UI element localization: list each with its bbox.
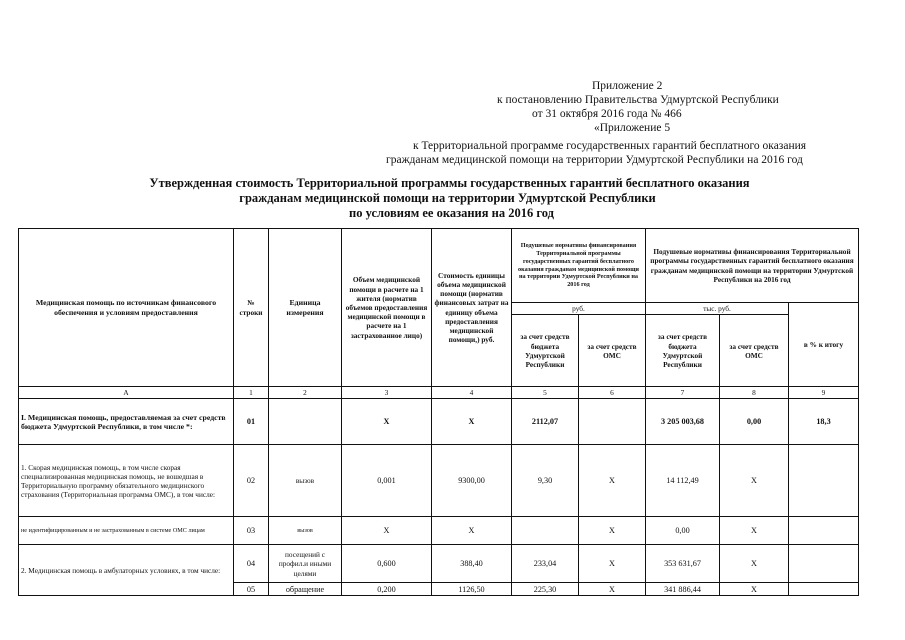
- row-volume: 0,200: [342, 583, 432, 596]
- appendix-label: Приложение 2: [592, 80, 663, 92]
- row-number: 05: [234, 583, 269, 596]
- program-ref-line2: гражданам медицинской помощи на территории Удмуртской Республики на 2016 год: [386, 154, 803, 166]
- numbering-cell: 9: [789, 387, 859, 399]
- row-budget-trub: 14 112,49: [646, 445, 720, 517]
- header-col-4: Стоимость единицы объема медицинской помощи (норматив финансовых затрат на единицу объема предоставления медицинской помощи,) руб.: [432, 229, 512, 387]
- cost-table: [18, 228, 859, 596]
- numbering-cell: 2: [269, 387, 342, 399]
- header-col-a: Медицинская помощь по источникам финансового обеспечения и условиям предоставления: [19, 229, 234, 387]
- header-unit-rub: руб.: [512, 303, 646, 315]
- row-budget-rub: 233,04: [512, 545, 579, 583]
- header-col-1: № строки: [234, 229, 269, 387]
- header-group-trub: Подушевые нормативы финансирования Территориальной программы государственных гарантий бесплатного оказания гражданам медицинской помощи на территории Удмуртской Республики на 2016 год: [646, 229, 859, 303]
- row-oms-trub: X: [720, 517, 789, 545]
- row-budget-trub: 3 205 003,68: [646, 399, 720, 445]
- appendix-5-label: «Приложение 5: [594, 122, 671, 134]
- row-budget-trub: 0,00: [646, 517, 720, 545]
- row-label: не идентифицированным и не застрахованным в системе ОМС лицам: [19, 517, 234, 545]
- row-volume: 0,001: [342, 445, 432, 517]
- header-col-9: в % к итогу: [789, 303, 859, 387]
- row-unit-cost: X: [432, 399, 512, 445]
- row-unit: вызов: [269, 517, 342, 545]
- row-number: 04: [234, 545, 269, 583]
- row-unit: обращение: [269, 583, 342, 596]
- row-number: 01: [234, 399, 269, 445]
- numbering-cell: 8: [720, 387, 789, 399]
- row-volume: 0,600: [342, 545, 432, 583]
- row-unit: посещений с профил.и иными целями: [269, 545, 342, 583]
- row-budget-rub: 9,30: [512, 445, 579, 517]
- row-percent: [789, 583, 859, 596]
- row-budget-rub: 225,30: [512, 583, 579, 596]
- numbering-cell: 6: [579, 387, 646, 399]
- numbering-cell: 1: [234, 387, 269, 399]
- numbering-row: [19, 387, 859, 399]
- row-number: 02: [234, 445, 269, 517]
- row-percent: [789, 517, 859, 545]
- header-col-2: Единица измерения: [269, 229, 342, 387]
- table-row: [19, 517, 859, 545]
- row-unit-cost: 9300,00: [432, 445, 512, 517]
- row-volume: X: [342, 399, 432, 445]
- program-ref-line1: к Территориальной программе государственных гарантий бесплатного оказания: [413, 140, 807, 152]
- row-label: 1. Скорая медицинская помощь, в том числе скорая специализированная медицинская помощь, не вошедшая в Территориальную программу обязательного медицинского страхования (Территориальная программа ОМС), в том числе:: [19, 445, 234, 517]
- row-unit: [269, 399, 342, 445]
- row-percent: [789, 545, 859, 583]
- row-oms-trub: X: [720, 545, 789, 583]
- numbering-cell: 4: [432, 387, 512, 399]
- title-line2: гражданам медицинской помощи на территории Удмуртской Республики: [239, 191, 656, 205]
- numbering-cell: А: [19, 387, 234, 399]
- title-line3: по условиям ее оказания на 2016 год: [349, 206, 554, 220]
- table-row: [19, 545, 859, 583]
- row-budget-rub: 2112,07: [512, 399, 579, 445]
- row-oms-rub: X: [579, 517, 646, 545]
- row-unit: вызов: [269, 445, 342, 517]
- header-group-rub: Подушевые нормативы финансирования Территориальной программы государственных гарантий бесплатного оказания гражданам медицинской помощи на территории Удмуртской Республики на 2016 год: [512, 229, 646, 303]
- row-percent: 18,3: [789, 399, 859, 445]
- table-row: [19, 399, 859, 445]
- resolution-date: от 31 октября 2016 года № 466: [532, 108, 682, 120]
- row-oms-trub: 0,00: [720, 399, 789, 445]
- row-percent: [789, 445, 859, 517]
- row-label: 2. Медицинская помощь в амбулаторных условиях, в том числе:: [19, 545, 234, 596]
- row-oms-trub: X: [720, 445, 789, 517]
- row-number: 03: [234, 517, 269, 545]
- numbering-cell: 5: [512, 387, 579, 399]
- table-row: [19, 445, 859, 517]
- row-oms-rub: X: [579, 445, 646, 517]
- row-oms-rub: [579, 399, 646, 445]
- numbering-cell: 7: [646, 387, 720, 399]
- header-col-5: за счет средств бюджета Удмуртской Республики: [512, 315, 579, 387]
- header-col-3: Объем медицинской помощи в расчете на 1 жителя (норматив объемов предоставления медицинской помощи в расчете на 1 застрахованное лицо): [342, 229, 432, 387]
- row-unit-cost: X: [432, 517, 512, 545]
- title-line1: Утвержденная стоимость Территориальной программы государственных гарантий бесплатного оказания: [149, 176, 750, 190]
- row-oms-rub: X: [579, 545, 646, 583]
- row-unit-cost: 388,40: [432, 545, 512, 583]
- numbering-cell: 3: [342, 387, 432, 399]
- row-unit-cost: 1126,50: [432, 583, 512, 596]
- row-budget-trub: 341 886,44: [646, 583, 720, 596]
- header-col-7: за счет средств бюджета Удмуртской Республики: [646, 315, 720, 387]
- row-budget-trub: 353 631,67: [646, 545, 720, 583]
- header-col-8: за счет средств ОМС: [720, 315, 789, 387]
- row-label: I. Медицинская помощь, предоставляемая за счет средств бюджета Удмуртской Республики, в том числе *:: [19, 399, 234, 445]
- header-unit-trub: тыс. руб.: [646, 303, 789, 315]
- row-budget-rub: [512, 517, 579, 545]
- header-col-6: за счет средств ОМС: [579, 315, 646, 387]
- row-oms-trub: X: [720, 583, 789, 596]
- row-oms-rub: X: [579, 583, 646, 596]
- row-volume: X: [342, 517, 432, 545]
- resolution-ref: к постановлению Правительства Удмуртской Республики: [497, 94, 779, 106]
